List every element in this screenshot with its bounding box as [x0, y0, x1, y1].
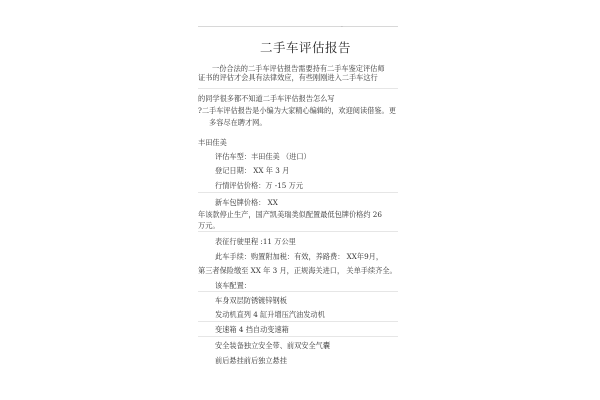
field-mileage: 表征行驶里程 :11 万公里 [215, 237, 296, 246]
config-item: 安全装备独立安全带、前双安全气囊 [215, 341, 331, 350]
car-name: 丰田佳美 [198, 138, 227, 147]
top-rule [198, 26, 398, 27]
divider [198, 336, 398, 337]
field-new-price-cont-1: 年该款停止生产，国产凯美瑞类似配置最低包牌价格约 26 [198, 210, 382, 219]
top-mark: . [341, 22, 343, 29]
config-item: 发动机直列 4 缸升增压汽油发动机 [215, 310, 325, 319]
config-item: 前后悬挂前后独立悬挂 [215, 356, 287, 365]
config-item: 变速箱 4 挡自动变速箱 [215, 325, 289, 334]
field-new-price: 新车包牌价格： XX [215, 198, 278, 207]
intro-line-4: ?二手车评估报告是小编为大家精心编辑的，欢迎阅读借鉴。更 [198, 106, 396, 115]
intro-line-1: 一份合法的二手车评估报告需要持有二手车鉴定评估师 [212, 64, 385, 73]
config-item: 车身双层防锈镀锌钢板 [215, 296, 287, 305]
divider [198, 231, 398, 232]
divider [198, 321, 398, 322]
document-page [198, 22, 400, 400]
field-procedures-1: 此车手续：购置附加税：有效，养路费： XX年9月， [215, 252, 384, 261]
field-config-label: 该车配置： [215, 281, 251, 290]
intro-line-3: 的同学很多都不知道二手车评估报告怎么写 [198, 94, 335, 103]
report-title: 二手车评估报告 [260, 40, 352, 55]
field-reg-date: 登记日期： XX 年 3 月 [215, 166, 290, 175]
field-new-price-cont-2: 万元。 [198, 221, 220, 230]
intro-line-5: 多容尽在聘才网。 [209, 118, 267, 127]
divider [198, 291, 398, 292]
field-market-price: 行情评估价格：万 -15 万元 [215, 181, 304, 190]
divider [198, 88, 398, 89]
field-model: 评估车型：丰田佳美 （进口） [215, 152, 311, 161]
divider [198, 192, 398, 193]
field-procedures-2: 第三者保险缴至 XX 年 3 月，正规海关进口， 关单手续齐全。 [198, 266, 397, 275]
intro-line-2: 证书的评估才会具有法律效应，有些刚刚进入二手车这行 [198, 73, 378, 82]
